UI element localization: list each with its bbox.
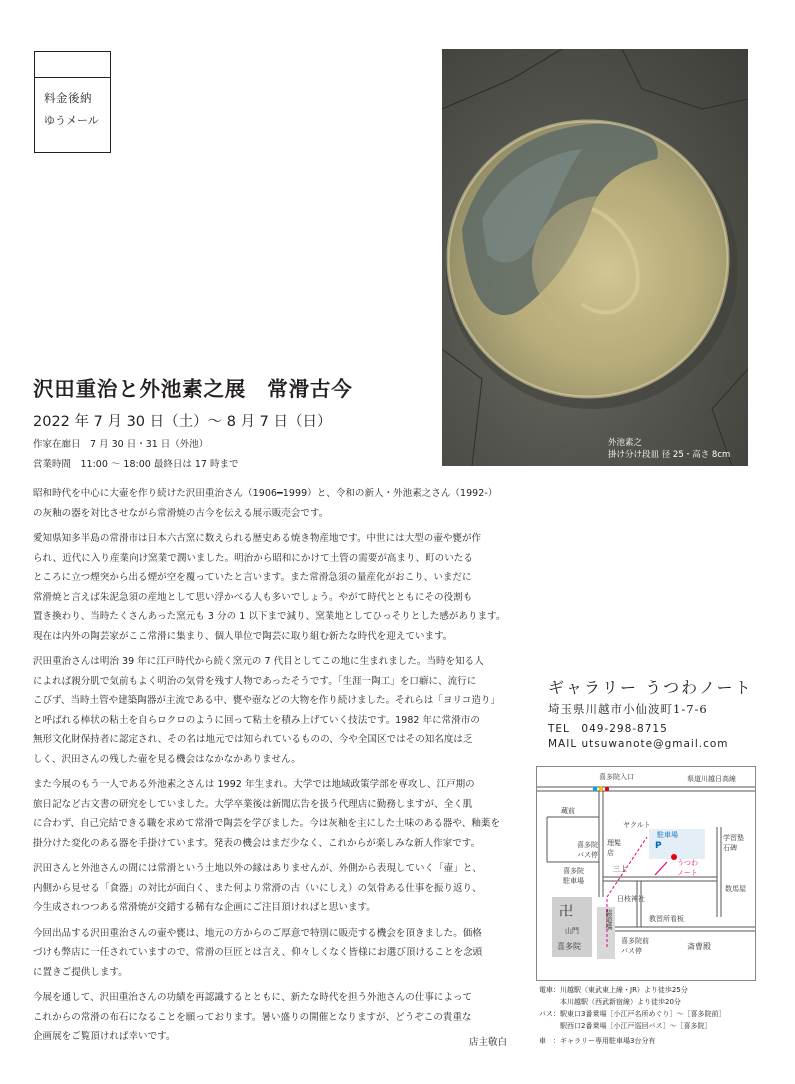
body-line: 沢田さんと外池さんの間には常滑という土地以外の縁はありませんが、外側から表現していく「壷」と、	[33, 863, 482, 874]
map-temple-icon: 卍	[559, 904, 573, 920]
gallery-name: ギャラリー うつわノート	[548, 678, 753, 697]
body-line: 愛知県知多半島の常滑市は日本六古窯に数えられる歴史ある焼き物産地です。中世には大型の壷や甕が作	[33, 533, 482, 544]
map-label-sanjo: 三上	[613, 865, 627, 873]
postage-top-cell	[35, 52, 110, 78]
gallery-address: 埼玉県川越市小仙波町1-7-6	[548, 702, 708, 716]
access-map	[536, 766, 756, 981]
body-line: られ、近代に入り産業向け窯業で潤いました。明治から昭和にかけて土管の需要が高まり、町のいたる	[33, 552, 473, 564]
body-line: また今展のもう一人である外池素之さんは 1992 年生まれ。大学では地域政策学部を専攻し、江戸期の	[33, 779, 475, 790]
map-label-gakuyo: 学習塾	[723, 834, 744, 842]
map-label-utsuwa: うつわ	[677, 859, 698, 867]
postage-line2: ゆうメール	[44, 114, 99, 127]
access-line: 駅西口2番乗場［小江戸巡回バス］〜［喜多院］	[539, 1022, 712, 1030]
postage-line1: 料金後納	[44, 91, 92, 105]
map-label-note: ノート	[677, 869, 698, 877]
map-label-sugawara: 数馬屋	[725, 885, 746, 893]
photo-caption	[608, 437, 730, 461]
body-line: 現在は内外の陶芸家がここ常滑に集まり、個人単位で陶芸に取り組む新たな時代を迎えています。	[33, 630, 453, 642]
body-line: 内側から見せる「食器」の対比が面白く、また何より常滑の古（いにしえ）の気骨ある仕事を振り返り、	[33, 882, 482, 894]
body-paragraph	[33, 988, 513, 1047]
map-label-sanguri: 蔵前	[561, 807, 575, 815]
body-line: と呼ばれる棒状の粘土を自らロクロのように回って粘土を積み上げていく技法です。1982 年に常滑市の	[33, 714, 480, 726]
body-line: 昭和時代を中心に大壷を作り続けた沢田重治さん（1906━1999）と、令和の新人・外池素之さん（1992-）	[33, 488, 498, 499]
caption-artist: 外池素之	[608, 438, 643, 448]
body-paragraph	[33, 775, 513, 853]
map-label-kitain-mae: 喜多院前	[621, 937, 649, 945]
gallery-tel: TEL 049-298-8715	[548, 723, 668, 735]
body-line: 今展を通して、沢田重治さんの功績を再認識するとともに、新たな時代を担う外池さんの仕事によって	[33, 992, 473, 1003]
map-label-route: 県道川越日高線	[687, 775, 736, 783]
body-paragraph	[33, 924, 513, 983]
body-line: ところに立つ煙突から出る煙が空を覆っていたと言います。また常滑急須の量産化がおこり、いまだに	[33, 572, 472, 583]
map-label-yakult: ヤクルト	[623, 821, 651, 829]
map-label-kyoikusho: 教習所看板	[649, 915, 684, 923]
map-label-barber2: 店	[607, 849, 614, 857]
map-label-kitain: 喜多院	[557, 942, 581, 951]
body-paragraph	[33, 652, 513, 769]
bowl-illustration	[442, 49, 748, 466]
body-line: づけも弊店に一任されていますので、常滑の巨匠とは言え、仰々しくなく皆様にお選び頂けることを念頭	[33, 947, 483, 958]
map-label-kitain-parking2: 駐車場	[563, 877, 584, 885]
body-line: 旅日記など古文書の研究をしていました。大学卒業後は新聞広告を扱う代理店に勤務しますが、全く肌	[33, 798, 473, 810]
body-line: によれば親分肌で気前もよく明治の気骨を残す人物であったそうです。「生涯一陶工」を口癖に、流行に	[33, 675, 477, 687]
map-label-gakuyo2: 石碑	[723, 844, 737, 852]
map-label-sanmon: 山門	[565, 927, 579, 935]
map-label-kitain-entrance: 喜多院入口	[599, 773, 634, 781]
postage-indicia	[34, 51, 111, 153]
exhibition-title: 沢田重治と外池素之展 常滑古今	[33, 377, 353, 401]
body-line: しく、沢田さんの残した壷を見る機会はなかなかありません。	[33, 753, 301, 765]
body-line: これからの常滑の布石になることを願っております。暑い盛りの開催となりますが、どうぞこの貴重な	[33, 1011, 472, 1023]
exhibition-date: 2022 年 7 月 30 日（土）～ 8 月 7 日（日）	[33, 414, 332, 430]
body-line: 企画展をご覧頂ければ幸いです。	[33, 1031, 176, 1042]
body-paragraph	[33, 859, 513, 918]
caption-work: 掛け分け段皿 径 25・高さ 8cm	[608, 450, 731, 460]
bowl-photo	[442, 49, 748, 466]
map-label-kitain-bus2: バス停	[577, 851, 598, 859]
body-line: の灰釉の器を対比させながら常滑焼の古今を伝える展示販売会です。	[33, 507, 329, 519]
access-line: バス：駅東口3番乗場［小江戸名所めぐり］〜［喜多院前］	[539, 1010, 726, 1018]
body-line: 常滑焼と言えば朱泥急須の産地として思い浮かべる人も多いでしょう。やがて時代とともにその役割も	[33, 591, 473, 603]
map-label-kitain-parking: 喜多院	[563, 867, 584, 875]
body-line: 沢田重治さんは明治 39 年に江戸時代から続く窯元の 7 代目としてこの地に生まれました。当時を知る人	[33, 656, 484, 667]
body-line: 無形文化財保持者に認定され、その名は地元では知られているものの、今や全国区ではその知名度は乏	[33, 734, 473, 745]
map-label-saijodo: 斎曹殿	[687, 942, 711, 951]
map-label-parking-p: P	[655, 841, 662, 851]
map-label-parking: 駐車場	[657, 831, 678, 839]
map-label-dento: 脇道橋	[605, 909, 613, 930]
access-line: 本川越駅（西武新宿線）より徒歩20分	[539, 998, 681, 1006]
body-line: こびず、当時土管や建築陶器が主流である中、甕や壺などの大物を作り続けました。それらは「ヨリコ造り」	[33, 695, 501, 706]
map-label-nichiyo: 日枝神社	[617, 895, 645, 903]
body-line: に置きご提供します。	[33, 966, 128, 978]
opening-hours: 営業時間 11:00 ～ 18:00 最終日は 17 時まで	[33, 459, 239, 470]
gallery-mail: MAIL utsuwanote@gmail.com	[548, 738, 729, 750]
body-text	[33, 484, 513, 1053]
map-label-kitain-mae2: バス停	[621, 947, 642, 955]
map-label-barber: 理髪	[607, 839, 621, 847]
artist-presence: 作家在廊日 7 月 30 日・31 日（外池）	[33, 439, 209, 450]
body-line: に合わず、自己完結できる職を求めて常滑で陶芸を学びました。今は灰釉を主にした土味のある器や、釉薬を	[33, 818, 501, 829]
body-line: 今生成されつつある常滑焼が交錯する稀有な企画にご注目頂ければと思います。	[33, 902, 376, 913]
map-label-kitain-bus: 喜多院	[577, 841, 598, 849]
access-line: 車 ：ギャラリー専用駐車場3台分有	[539, 1037, 656, 1045]
body-line: 掛分けた変化のある器を手掛けています。発表の機会はまだ少なく、これからが楽しみな新人作家です。	[33, 837, 481, 849]
body-paragraph	[33, 529, 513, 646]
body-line: 今回出品する沢田重治さんの壷や甕は、地元の方からのご厚意で特別に販売する機会を頂きました。価格	[33, 927, 482, 939]
access-line: 電車：川越駅（東武東上線・JR）より徒歩25分	[539, 986, 688, 994]
body-paragraph	[33, 484, 513, 523]
body-line: 置き換わり、当時たくさんあった窯元も 3 分の 1 以下まで減り、窯業地としてひっそりとした感があります。	[33, 611, 506, 622]
signature: 店主敬白	[469, 1037, 508, 1048]
